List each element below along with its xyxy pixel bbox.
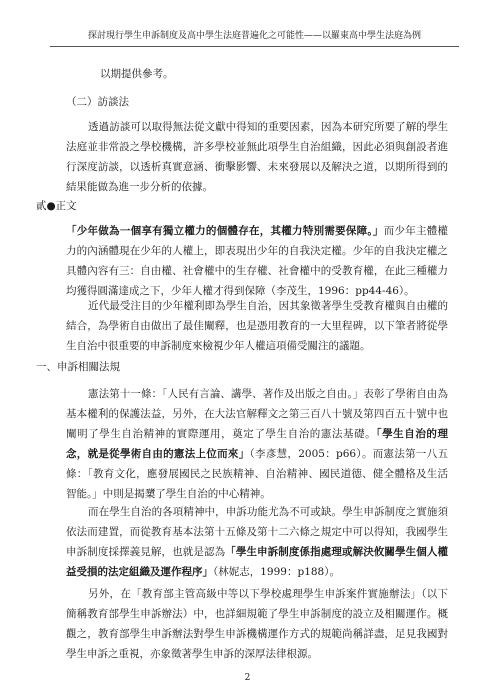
quote-bold: 「少年做為一個享有獨立權力的個體存在，其權力特別需要保障。」 (66, 225, 384, 237)
intro-tail-text: 以期提供參考。 (100, 68, 174, 80)
main-paragraph-2: 近代最受注目的少年權利即為學生自治，因其象徵著學生受教育權與自由權的結合，為學術自由做出了最佳闡釋，也是憑用教育的一大里程碑，以下筆者將從學生自治中很重要的申訴制度來檢視少年人權這項備受關注的議題。 (66, 300, 448, 352)
law-paragraph-2-bold: 「學生申訴制度係指處理或解決攸關學生個人權益受損的法定組織及運作程序」 (66, 546, 449, 578)
main-paragraph-1-text: 而少年主體權力的內涵體現在少年的人權上，即表現出少年的自我決定權。少年的自我決定權之具體內容有三：自由權、社會權中的生存權、社會權中的受教育權，在此三種權力均獲得圓滿達成之下，少年人權才得到保障（李茂生，1996：pp44-46）。 (66, 225, 449, 297)
law-paragraph-2-text-b: （林妮志，1999：p188）。 (213, 566, 340, 578)
law-paragraph-1 (66, 384, 448, 504)
law-paragraph-2 (66, 502, 448, 582)
section-heading-interview: （二）訪談法 (66, 96, 129, 108)
law-paragraph-1-text-a: 憲法第十一條：「人民有言論、講學、著作及出版之自由。」表彰了學術自由為基本權利的保護法益，另外，在大法官解釋文之第三百八十號及第四百五十號中也闡明了學生自治精神的實際運用，奠定了學生自治的憲法基礎。 (66, 388, 448, 440)
main-heading: 貳●正文 (36, 200, 77, 212)
law-paragraph-3: 另外，在「教育部主管高級中等以下學校處理學生申訴案件實施辦法」（以下簡稱教育部學生申訴辦法）中，也詳細規範了學生申訴制度的設立及相關運作。概觀之，教育部學生申訴辦法對學生申訴機構運作方式的規範尚稱詳盡，足見我國對學生申訴之重視，亦象徵著學生申訴的深厚法律根源。 (66, 588, 448, 660)
running-header: 探討現行學生申訴制度及高中學生法庭普遍化之可能性——以羅東高中學生法庭為例 (50, 30, 459, 47)
law-paragraph-1-text-b: （李彥慧，2005：p66）。而憲法第一八五條：「教育文化，應發展國民之民族精神、自治精神、國民道德、健全體格及生活智能。」中則是揭櫫了學生自治的中心精神。 (66, 448, 449, 500)
interview-paragraph: 透過訪談可以取得無法從文獻中得知的重要因素，因為本研究所要了解的學生法庭並非常設之學校機構，許多學校並無此項學生自治組織，因此必須與創設者進行深度訪談，以透析真實意涵、衝擊影響、未來發展以及解決之道，以期所得到的結果能做為進一步分析的依據。 (66, 121, 448, 193)
subsection-heading: 一、申訴相關法規 (36, 361, 120, 373)
law-paragraph-1-bold: 「學生自治的理念，就是從學術自由的憲法上位而來」 (66, 428, 449, 460)
main-paragraph-1 (66, 221, 448, 301)
law-paragraph-2-text-a: 而在學生自治的各項精神中，申訴功能尤為不可或缺。學生申訴制度之實施須依法而建置，而從教育基本法第十五條及第十二六條之規定中可以得知，我國學生申訴制度採擇義見解，也就是認為 (66, 506, 448, 558)
page-number: 2 (244, 673, 251, 683)
